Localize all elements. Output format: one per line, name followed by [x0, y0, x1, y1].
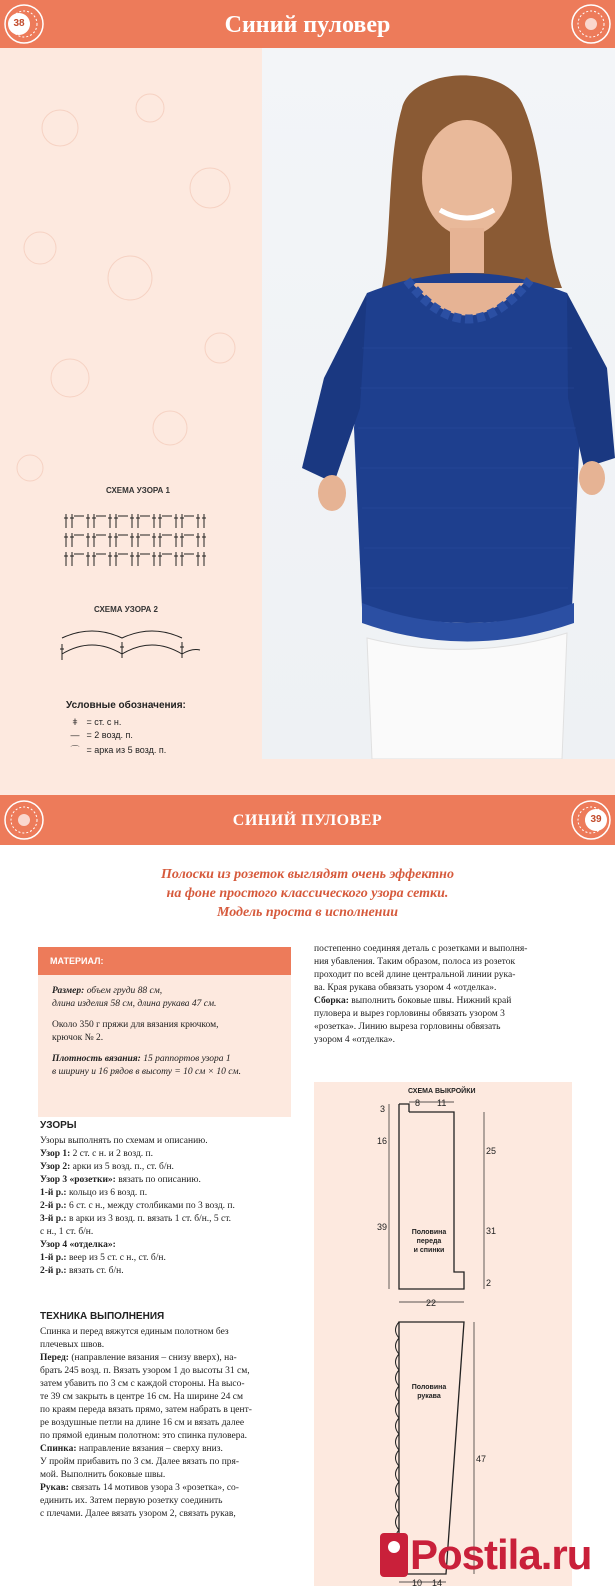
patterns-text: Узоры выполнять по схемам и описанию. Узор 1: 2 ст. с н. и 2 возд. п. Узор 2: арки из 5 возд. п., ст. б/н. Узор 3 «розетки»: вязать по описанию. 1-й р.: кольцо из 6 возд. п. 2-й р.: 6 ст. с н., между столбиками по 3 возд. п. 3-й р.: в арки из 3 возд. п. вязать 1 ст. б/н., 5 ст. с н., 1 ст. б/н. Узор 4 «отделка»: 1-й р.: веер из 5 ст. с н., ст. б/н. 2-й р.: вязать ст. б/н.	[40, 1136, 235, 1276]
right-column-text: постепенно соединяя деталь с розетками и выполня- ния убавления. Таким образом, полоса из розеток проходит по всей длине центральной линии рука- ва. Края рукава обвязать узором 4 «отделка». Сборка: выполнить боковые швы. Нижний край пуловера и вырез горловины обвязать узором 3 «розетка». Линию выреза горловины обвязать узором 4 «отделка».	[314, 944, 528, 1045]
pattern-diagram	[314, 1082, 572, 1586]
legend-item: ǂ = ст. с н.	[66, 717, 121, 727]
page-39	[0, 795, 615, 1586]
size-line-2: длина изделия 58 см, длина рукава 47 см.	[52, 999, 217, 1009]
svg-text:25: 25	[486, 1146, 497, 1156]
hook-line: крючок № 2.	[52, 1033, 104, 1043]
page-39-banner	[0, 795, 615, 845]
svg-text:22: 22	[426, 1298, 437, 1308]
svg-text:8: 8	[415, 1098, 421, 1108]
legend-item: ⌒ = арка из 5 возд. п.	[66, 743, 166, 756]
svg-text:3: 3	[380, 1104, 386, 1114]
technique-header: ТЕХНИКА ВЫПОЛНЕНИЯ	[40, 1311, 165, 1322]
svg-text:14: 14	[432, 1578, 443, 1586]
patterns-header: УЗОРЫ	[40, 1120, 77, 1131]
density-line: Плотность вязания: 15 раппортов узора 1	[52, 1054, 231, 1064]
yarn-line: Около 350 г пряжи для вязания крючком,	[52, 1020, 219, 1030]
page-number: 38	[8, 13, 30, 35]
technique-text: Спинка и перед вяжутся единым полотном без плечевых швов. Перед: (направление вязания – снизу вверх), на- брать 245 возд. п. Вязать узором 1 до высоты 31 см, затем убавить по 3 см с каждой стороны. На высо- те 39 см закрыть в центре 16 см. На ширине 24 см по краям переда вязать прямо, затем набрать в цент- ре воздушные петли на длине 16 см и вязать далее по прямой единым полотном: это спинка пуловера. Спинка: направление вязания – сверху вниз. У пройм прибавить по 3 см. Далее вязать по пря- мой. Выполнить боковые швы. Рукав: связать 14 мотивов узора 3 «розетка», со- единить их. Затем первую розетку соединить с плечами. Далее вязать узором 2, связать рукав,	[40, 1327, 252, 1519]
svg-text:10: 10	[412, 1578, 423, 1586]
sleeve-piece-label: Половина рукава	[411, 1384, 447, 1400]
pattern-diagram-title: СХЕМА ВЫКРОЙКИ	[408, 1088, 476, 1095]
material-box	[38, 947, 291, 1117]
svg-text:39: 39	[377, 1222, 388, 1232]
page-title: СИНИЙ ПУЛОВЕР	[232, 812, 383, 829]
schema-1-title: СХЕМА УЗОРА 1	[106, 486, 170, 495]
schema-2-chart	[56, 628, 206, 660]
arch-symbol-icon: ⌒	[70, 745, 80, 755]
chain-symbol-icon: —	[70, 730, 80, 740]
legend-item: — = 2 возд. п.	[66, 730, 133, 740]
material-header: МАТЕРИАЛ:	[38, 947, 291, 975]
size-line: Размер: объем груди 88 см,	[52, 986, 163, 996]
watermark-text: Postila.ru	[410, 1531, 592, 1578]
body-piece-label: Половина переда и спинки	[411, 1229, 447, 1254]
svg-text:16: 16	[377, 1136, 388, 1146]
page-title: Синий пуловер	[224, 12, 391, 38]
legend-title: Условные обозначения:	[66, 700, 186, 711]
stitch-symbol-icon: ǂ	[72, 717, 78, 727]
svg-text:11: 11	[437, 1098, 447, 1108]
schema-1-chart	[62, 512, 212, 570]
model-photo	[262, 48, 615, 759]
page-38-banner	[0, 0, 615, 48]
page-number: 39	[585, 809, 607, 831]
ornament-icon	[569, 2, 613, 46]
intro-text: Полоски из розеток выглядят очень эффектно на фоне простого классического узора сетки. Модель проста в исполнении	[161, 867, 454, 920]
lace-background	[0, 48, 262, 508]
svg-text:47: 47	[476, 1454, 487, 1464]
density-line-2: в ширину и 16 рядов в высоту = 10 см × 10 см.	[52, 1067, 241, 1077]
schema-2-title: СХЕМА УЗОРА 2	[94, 605, 158, 614]
svg-text:2: 2	[486, 1278, 492, 1288]
svg-text:31: 31	[486, 1226, 497, 1236]
